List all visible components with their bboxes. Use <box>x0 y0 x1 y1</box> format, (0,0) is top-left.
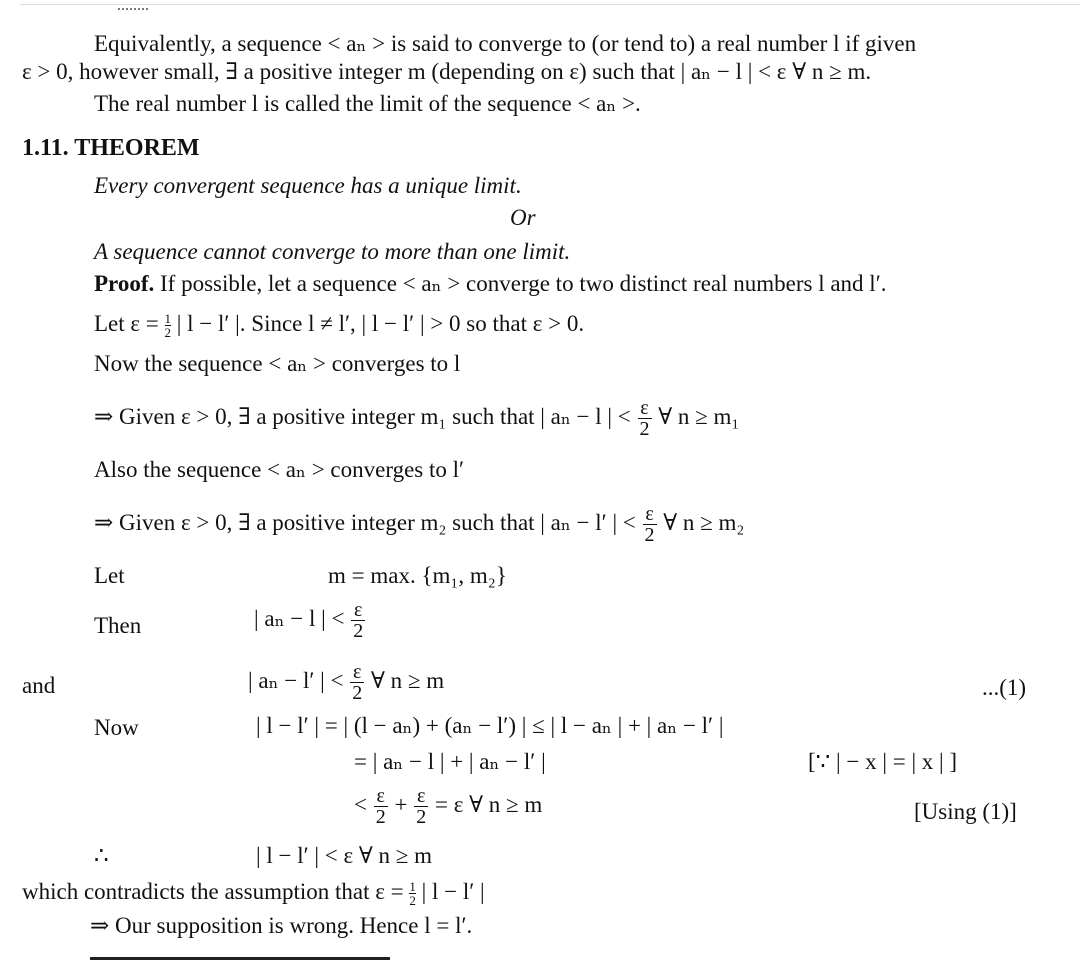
triangle-inequality: | l − l′ | = | (l − aₙ) + (aₙ − l′) | ≤ | l − aₙ | + | aₙ − l′ | <box>256 713 724 738</box>
let-epsilon-text: Let ε = <box>94 311 159 336</box>
m-max-expression: m = max. {m₁, m₂} <box>328 563 507 588</box>
theorem-statement-1: Every convergent sequence has a unique limit. <box>94 173 522 198</box>
fraction-numerator: ε <box>645 503 654 525</box>
then-expression <box>254 600 366 641</box>
definition-line-2: ε > 0, however small, ∃ a positive integer m (depending on ε) such that | aₙ − l | < ε ∀ n ≥ m. <box>22 59 872 84</box>
given-m2-tail: ∀ n ≥ m₂ <box>663 509 745 535</box>
conclusion-line: ⇒ Our supposition is wrong. Hence l = l′. <box>90 913 473 938</box>
given-m1-line <box>94 398 739 439</box>
and-expression <box>248 662 444 703</box>
fraction-numerator: ε <box>640 397 649 419</box>
and-label: and <box>22 673 56 698</box>
converges-to-l-prime: Also the sequence < aₙ > converges to l′ <box>94 457 465 482</box>
fraction-denominator: 2 <box>375 806 386 828</box>
contradiction-text: which contradicts the assumption that ε = <box>22 879 404 904</box>
contradiction-line <box>22 880 485 907</box>
equation-tag-1: ...(1) <box>982 675 1027 700</box>
given-m1-tail: ∀ n ≥ m₁ <box>658 403 740 429</box>
and-expression-text: | aₙ − l′ | < <box>248 667 344 693</box>
step-3-tail: = ε ∀ n ≥ m <box>434 791 543 817</box>
top-rule <box>20 4 1080 5</box>
cropped-next-heading <box>90 950 390 960</box>
theorem-statement-2: A sequence cannot converge to more than one limit. <box>94 239 571 264</box>
proof-label: Proof. <box>94 271 155 296</box>
given-m2-text: ⇒ Given ε > 0, ∃ a positive integer m₂ such that | aₙ − l′ | < <box>94 509 636 535</box>
fraction-denominator: 2 <box>164 325 172 341</box>
fraction-numerator: ε <box>354 599 363 621</box>
now-label: Now <box>94 715 139 740</box>
let-epsilon-line <box>94 312 584 339</box>
fraction-numerator: ε <box>376 785 385 807</box>
fraction-numerator: ε <box>417 785 426 807</box>
definition-line-3: The real number l is called the limit of the sequence < aₙ >. <box>94 91 641 116</box>
theorem-heading: 1.11. THEOREM <box>22 135 200 161</box>
definition-line-1: Equivalently, a sequence < aₙ > is said to converge to (or tend to) a real number l if given <box>94 31 917 56</box>
less-than: < <box>354 791 367 817</box>
given-m1-text: ⇒ Given ε > 0, ∃ a positive integer m₁ such that | aₙ − l | < <box>94 403 631 429</box>
let-label: Let <box>94 563 125 588</box>
fraction-numerator: 1 <box>409 879 416 895</box>
and-expression-tail: ∀ n ≥ m <box>370 667 445 693</box>
fraction-denominator: 2 <box>639 418 650 440</box>
proof-intro-line <box>94 272 886 295</box>
then-expression-text: | aₙ − l | < <box>254 605 345 631</box>
therefore-expression: | l − l′ | < ε ∀ n ≥ m <box>256 843 433 868</box>
then-label: Then <box>94 613 142 638</box>
one-half-fraction <box>165 312 172 339</box>
epsilon-half-fraction <box>638 398 652 439</box>
cropped-formula-fragment <box>118 2 148 10</box>
step-2-note: [∵ | − x | = | x | ] <box>808 749 958 774</box>
epsilon-half-fraction <box>350 662 364 703</box>
fraction-denominator: 2 <box>416 806 427 828</box>
epsilon-half-fraction <box>374 786 388 827</box>
therefore-symbol: ∴ <box>94 843 109 868</box>
fraction-denominator: 2 <box>644 524 655 546</box>
step-3-expression <box>354 786 542 827</box>
epsilon-half-fraction <box>414 786 428 827</box>
converges-to-l: Now the sequence < aₙ > converges to l <box>94 351 461 376</box>
given-m2-line <box>94 504 744 545</box>
let-epsilon-tail: | l − l′ |. Since l ≠ l′, | l − l′ | > 0 so that ε > 0. <box>176 311 585 336</box>
one-half-fraction <box>409 880 416 907</box>
proof-intro: If possible, let a sequence < aₙ > converge to two distinct real numbers l and l′. <box>160 271 887 296</box>
step-3-note: [Using (1)] <box>914 799 1017 824</box>
fraction-denominator: 2 <box>353 620 364 642</box>
fraction-denominator: 2 <box>409 893 416 909</box>
epsilon-half-fraction <box>643 504 657 545</box>
fraction-numerator: 1 <box>164 311 172 327</box>
contradiction-tail: | l − l′ | <box>421 879 485 904</box>
step-2-expression: = | aₙ − l | + | aₙ − l′ | <box>354 749 546 774</box>
plus-sign: + <box>394 791 408 817</box>
theorem-or: Or <box>510 205 536 230</box>
fraction-numerator: ε <box>353 661 362 683</box>
epsilon-half-fraction <box>351 600 365 641</box>
fraction-denominator: 2 <box>352 682 363 704</box>
